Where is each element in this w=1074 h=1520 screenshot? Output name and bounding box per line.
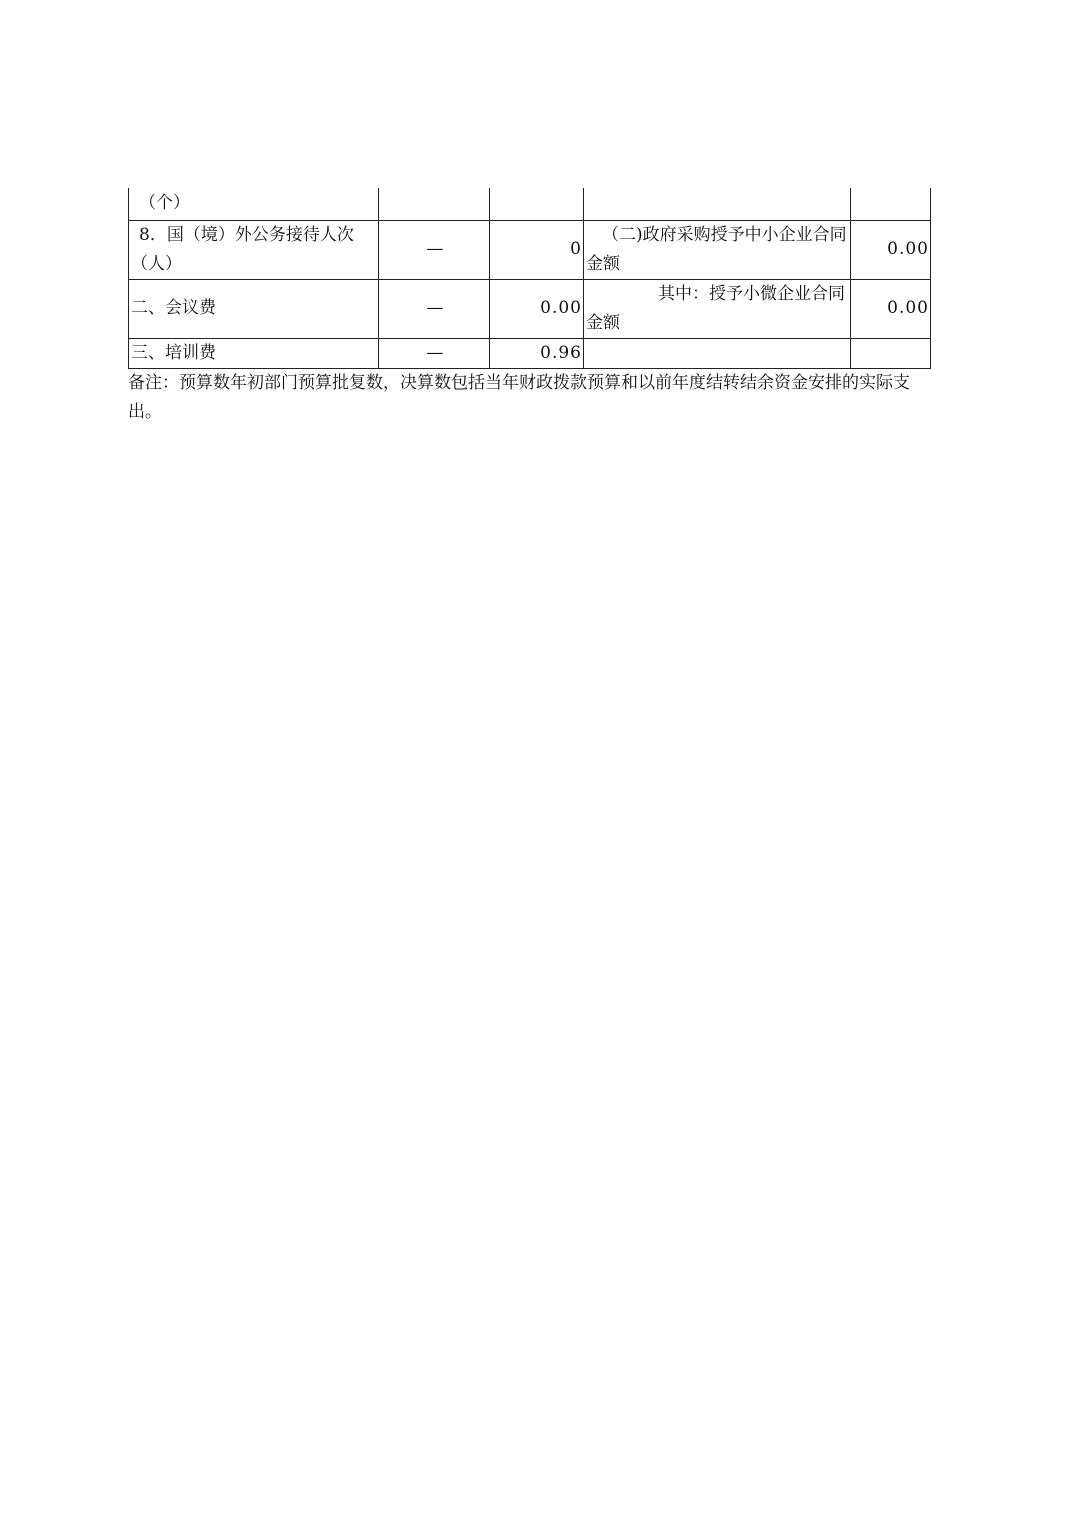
budget-cell: — — [379, 220, 490, 279]
budget-cell — [379, 188, 490, 220]
budget-table — [128, 188, 931, 369]
amount-cell — [851, 338, 931, 368]
item-label-cell — [584, 188, 851, 220]
item-label-cell: 其中：授予小微企业合同金额 — [584, 279, 851, 338]
table-row — [129, 279, 931, 338]
table-row — [129, 188, 931, 220]
table-row — [129, 338, 931, 368]
budget-table-container — [128, 188, 930, 369]
table-footnote: 备注：预算数年初部门预算批复数，决算数包括当年财政拨款预算和以前年度结转结余资金安排的实际支出。 — [128, 373, 910, 422]
amount-cell — [851, 188, 931, 220]
actual-cell: 0.00 — [490, 279, 584, 338]
row-label-cell: 二、会议费 — [129, 279, 379, 338]
amount-cell: 0.00 — [851, 279, 931, 338]
actual-cell — [490, 188, 584, 220]
row-label-cell: 三、培训费 — [129, 338, 379, 368]
row-label-cell: （个） — [129, 188, 379, 220]
actual-cell: 0 — [490, 220, 584, 279]
item-label-cell: （二)政府采购授予中小企业合同金额 — [584, 220, 851, 279]
budget-cell: — — [379, 338, 490, 368]
amount-cell: 0.00 — [851, 220, 931, 279]
table-row — [129, 220, 931, 279]
row-label-cell: 8．国（境）外公务接待人次（人） — [129, 220, 379, 279]
actual-cell: 0.96 — [490, 338, 584, 368]
item-label-cell — [584, 338, 851, 368]
budget-cell: — — [379, 279, 490, 338]
